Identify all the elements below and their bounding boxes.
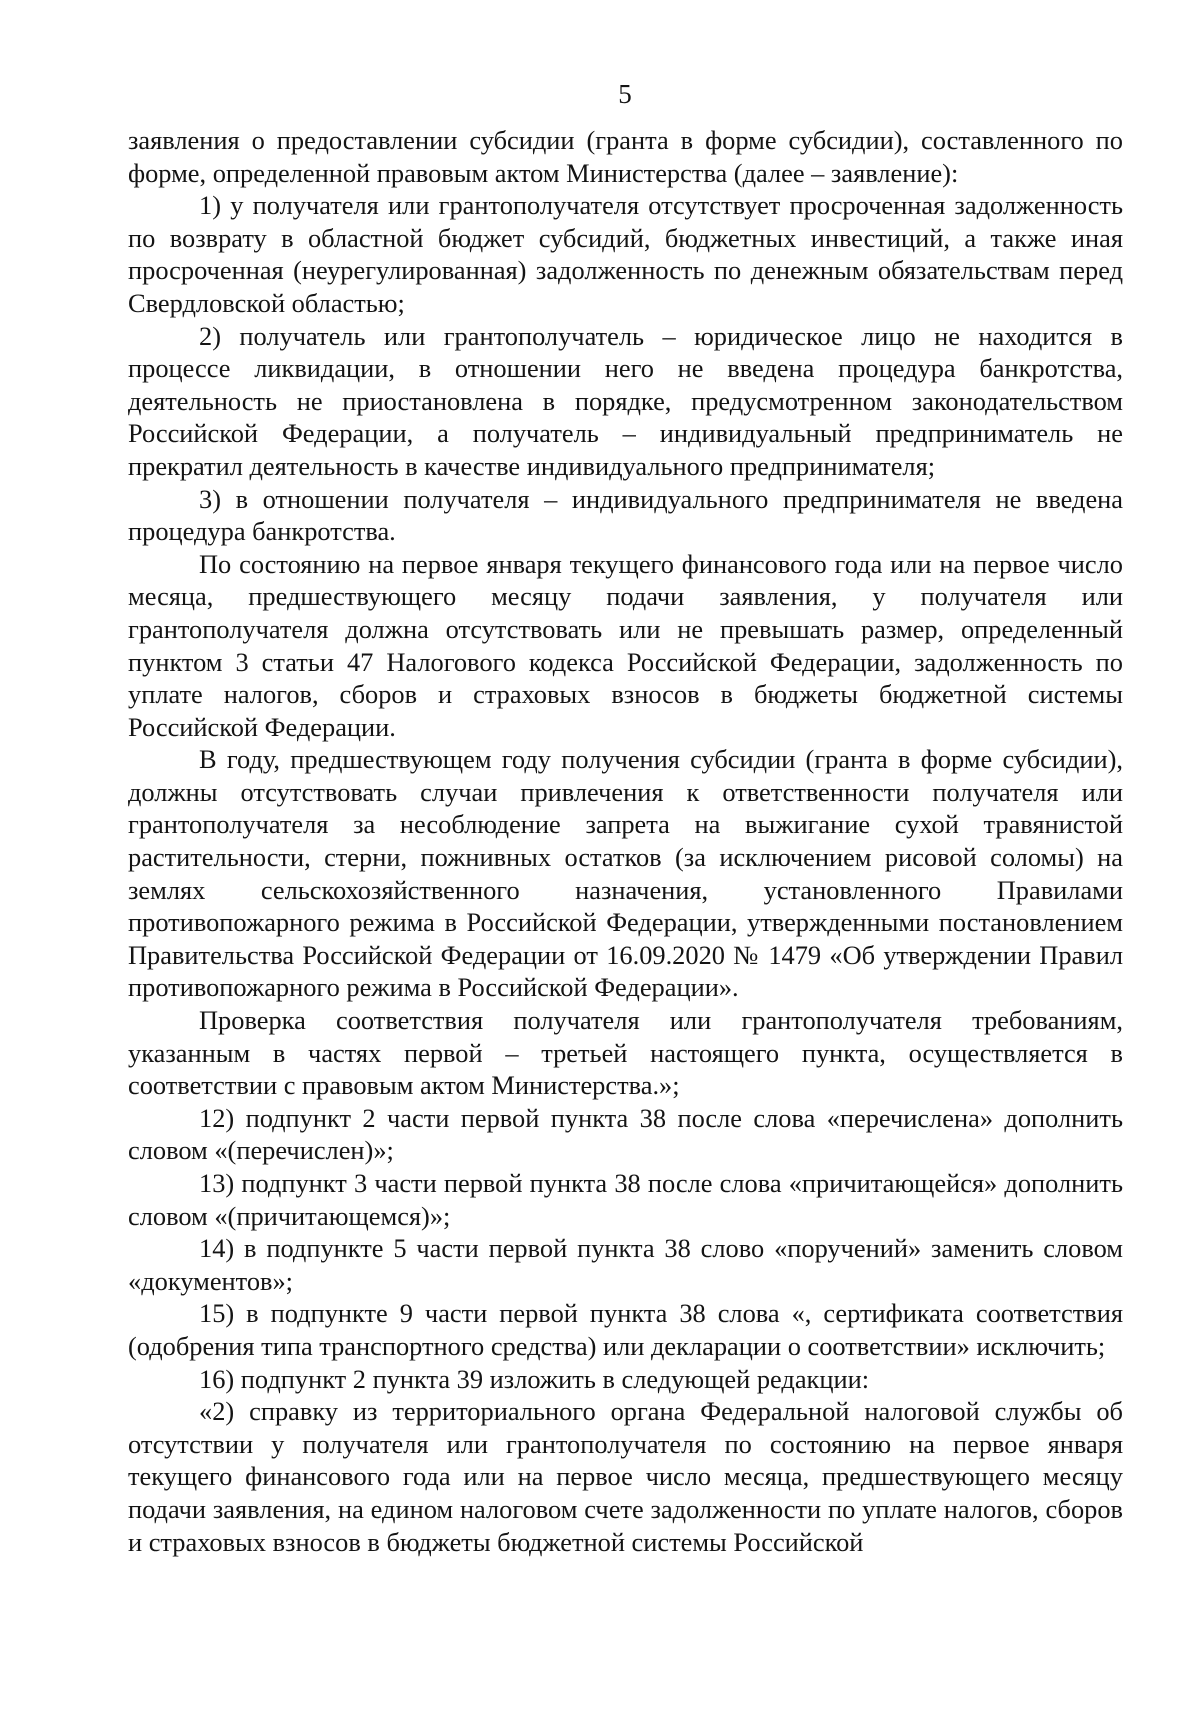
paragraph-quoted-item-2: «2) справку из территориального органа Федеральной налоговой службы об отсутствии у получателя или грантополучателя по состоянию на первое января текущего финансового года или на первое число месяца, предшествующего месяцу подачи заявления, на едином налоговом счете задолженности по уплате налогов, сборов и страховых взносов в бюджеты бюджетной системы Российской	[128, 1396, 1123, 1557]
paragraph-item-13: 13) подпункт 3 части первой пункта 38 после слова «причитающейся» дополнить словом «(причитающемся)»;	[128, 1168, 1123, 1231]
paragraph-verification: Проверка соответствия получателя или грантополучателя требованиям, указанным в частях первой – третьей настоящего пункта, осуществляется в соответствии с правовым актом Министерства.»;	[128, 1005, 1123, 1101]
paragraph-item-16: 16) подпункт 2 пункта 39 изложить в следующей редакции:	[199, 1363, 870, 1394]
paragraph-tax-debt: По состоянию на первое января текущего финансового года или на первое число месяца, предшествующего месяцу подачи заявления, у получателя или грантополучателя должна отсутствовать или не превышать размер, определенный пунктом 3 статьи 47 Налогового кодекса Российской Федерации, задолженность по уплате налогов, сборов и страховых взносов в бюджеты бюджетной системы Российской Федерации.	[128, 548, 1123, 742]
paragraph-continuation: заявления о предоставлении субсидии (гранта в форме субсидии), составленного по форме, определенной правовым актом Министерства (далее – заявление):	[128, 125, 1123, 188]
paragraph-item-14: 14) в подпункте 5 части первой пункта 38 слово «поручений» заменить словом «документов»;	[128, 1233, 1123, 1296]
paragraph-item-1: 1) у получателя или грантополучателя отсутствует просроченная задолженность по возврату в областной бюджет субсидий, бюджетных инвестиций, а также иная просроченная (неурегулированная) задолженность по денежным обязательствам перед Свердловской областью;	[128, 190, 1123, 318]
paragraph-item-15: 15) в подпункте 9 части первой пункта 38 слова «, сертификата соответствия (одобрения типа транспортного средства) или декларации о соответствии» исключить;	[128, 1298, 1123, 1361]
paragraph-fire-regime: В году, предшествующем году получения субсидии (гранта в форме субсидии), должны отсутствовать случаи привлечения к ответственности получателя или грантополучателя за несоблюдение запрета на выжигание сухой травянистой растительности, стерни, пожнивных остатков (за исключением рисовой соломы) на землях сельскохозяйственного назначения, установленного Правилами противопожарного режима в Российской Федерации, утвержденными постановлением Правительства Российской Федерации от 16.09.2020 № 1479 «Об утверждении Правил противопожарного режима в Российской Федерации».	[128, 744, 1123, 1003]
paragraph-item-3: 3) в отношении получателя – индивидуального предпринимателя не введена процедура банкротства.	[128, 483, 1123, 547]
page-number: 5	[618, 79, 632, 109]
paragraph-item-2: 2) получатель или грантополучатель – юридическое лицо не находится в процессе ликвидации, в отношении него не введена процедура банкротства, деятельность не приостановлена в порядке, предусмотренном законодательством Российской Федерации, а получатель – индивидуальный предприниматель не прекратил деятельность в качестве индивидуального предпринимателя;	[128, 320, 1123, 481]
paragraph-item-12: 12) подпункт 2 части первой пункта 38 после слова «перечислена» дополнить словом «(перечислен)»;	[128, 1102, 1123, 1166]
document-body	[128, 124, 1123, 1558]
